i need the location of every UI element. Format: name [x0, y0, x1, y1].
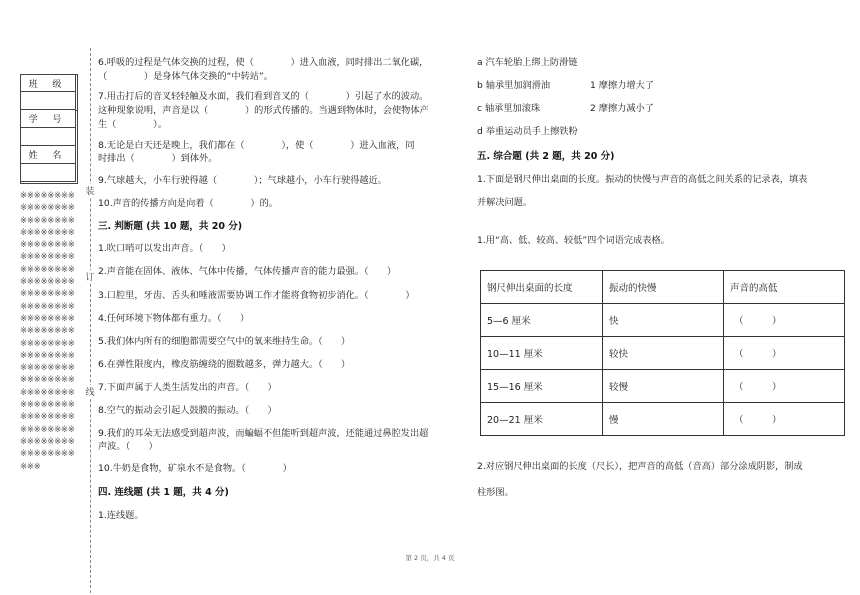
table-row [481, 337, 845, 370]
fill-q7-line2: 这种现象说明，声音是以（ ）的形式传播的。当遇到物体时，会使物体产 [98, 105, 429, 116]
connect-item-b: b 轴承里加润滑油 [477, 80, 551, 91]
table-header: 振动的快慢 [603, 271, 724, 304]
judge-q8: 8.空气的振动会引起人鼓膜的振动。（ ） [98, 405, 277, 416]
length-cell: 5—6 厘米 [481, 304, 603, 337]
judge-q2: 2.声音能在固体、液体、气体中传播，气体传播声音的能力最强。（ ） [98, 266, 397, 277]
info-grid [20, 74, 76, 182]
judge-q10: 10.牛奶是食物，矿泉水不是食物。（ ） [98, 463, 292, 474]
comp-q1-line2: 并解决问题。 [477, 197, 533, 208]
table-header: 钢尺伸出桌面的长度 [481, 271, 603, 304]
speed-cell: 慢 [603, 403, 724, 436]
judge-q5: 5.我们体内所有的细胞都需要空气中的氧来维持生命。（ ） [98, 336, 351, 347]
table-header-row [481, 271, 845, 304]
fill-q9: 9.气球越大，小车行驶得越（ ）；气球越小，小车行驶得越近。 [98, 175, 387, 186]
fill-q7-line1: 7.用击打后的音叉轻轻触及水面，我们看到音叉的（ ）引起了水的波动。 [98, 91, 429, 102]
pitch-answer-cell[interactable]: （ ） [724, 403, 845, 436]
student-id-cell: 学 号 [20, 110, 76, 128]
comp-q2-line1: 2.对应钢尺伸出桌面的长度（尺长），把声音的高低（音高）部分涂成阴影，制成 [477, 461, 803, 472]
comp-q1-line1: 1.下面是钢尺伸出桌面的长度。振动的快慢与声音的高低之间关系的记录表，填表 [477, 174, 808, 185]
comp-q2-line2: 柱形图。 [477, 487, 514, 498]
section-4-title: 四. 连线题 (共 1 题，共 4 分) [98, 487, 229, 498]
speed-cell: 较快 [603, 337, 724, 370]
pitch-answer-cell[interactable]: （ ） [724, 337, 845, 370]
length-cell: 15—16 厘米 [481, 370, 603, 403]
length-cell: 20—21 厘米 [481, 403, 603, 436]
name-input[interactable] [20, 164, 76, 182]
fill-q10: 10.声音的传播方向是向着（ ）的。 [98, 198, 278, 209]
fill-q6-line1: 6.呼吸的过程是气体交换的过程，使（ ）进入血液，同时排出二氧化碳， [98, 57, 429, 68]
judge-q6: 6.在弹性限度内，橡皮筋缠绕的圈数越多，弹力越大。（ ） [98, 359, 351, 370]
judge-q9-line2: 声波。（ ） [98, 441, 158, 452]
pitch-answer-cell[interactable]: （ ） [724, 370, 845, 403]
judge-q3: 3.口腔里，牙齿、舌头和唾液需要协调工作才能将食物初步消化。（ ） [98, 290, 415, 301]
table-row [481, 370, 845, 403]
section-3-title: 三. 判断题 (共 10 题，共 20 分) [98, 221, 243, 232]
table-row [481, 403, 845, 436]
decorative-pattern: ※※※※※※※※※※※※※※※※※※※※※※※※※※※※※※※※※※※※※※※※※※※※※※※※※※※※※※※※※※※※※※※※※※※※※※※※※※※※※※※※※※※※※※※※※※※※※※※※※※※※※※※※※※※※※※※※※※※※※※※※※※※※※※※※※※※※※※※※※※※※※※※※※※※※※※※※※※※※※※※※※※※※※※※※※※※※※※※※※※※ [20, 191, 75, 472]
connect-item-a: a 汽车轮胎上绑上防滑链 [477, 57, 578, 68]
speed-cell: 快 [603, 304, 724, 337]
seal-char-2: 订 [85, 270, 95, 283]
connect-item-d: d 举重运动员手上擦铁粉 [477, 126, 578, 137]
judge-q7: 7.下面声属于人类生活发出的声音。（ ） [98, 382, 277, 393]
section-5-title: 五. 综合题 (共 2 题，共 20 分) [477, 151, 615, 162]
fill-q8-line2: 时排出（ ）到体外。 [98, 153, 218, 164]
fill-q8-line1: 8.无论是白天还是晚上，我们都在（ ），使（ ）进入血液，同 [98, 140, 415, 151]
connect-q1: 1.连线题。 [98, 510, 144, 521]
table-row [481, 304, 845, 337]
page-number: 第 2 页，共 4 页 [405, 554, 455, 562]
connect-result-2: 2 摩擦力减小了 [590, 103, 654, 114]
seal-char-3: 线 [85, 385, 95, 398]
length-cell: 10—11 厘米 [481, 337, 603, 370]
name-cell: 姓 名 [20, 146, 76, 164]
judge-q1: 1.吹口哨可以发出声音。（ ） [98, 243, 231, 254]
fill-q7-line3: 生（ ）。 [98, 119, 167, 130]
class-cell: 班 级 [20, 74, 76, 92]
judge-q4: 4.任何环境下物体都有重力。（ ） [98, 313, 250, 324]
connect-item-c: c 轴承里加滚珠 [477, 103, 541, 114]
class-input[interactable] [20, 92, 76, 110]
data-table [480, 270, 845, 436]
connect-result-1: 1 摩擦力增大了 [590, 80, 654, 91]
table-header: 声音的高低 [724, 271, 845, 304]
judge-q9-line1: 9.我们的耳朵无法感受到超声波，而蝙蝠不但能听到超声波，还能通过鼻腔发出超 [98, 428, 429, 439]
pitch-answer-cell[interactable]: （ ） [724, 304, 845, 337]
binding-line [90, 48, 91, 593]
speed-cell: 较慢 [603, 370, 724, 403]
comp-q1-sub1: 1.用“高、低、较高、较低”四个词语完成表格。 [477, 235, 670, 246]
student-id-input[interactable] [20, 128, 76, 146]
fill-q6-line2: （ ）是身体气体交换的“中转站”。 [98, 71, 273, 82]
seal-char-1: 装 [85, 184, 95, 197]
